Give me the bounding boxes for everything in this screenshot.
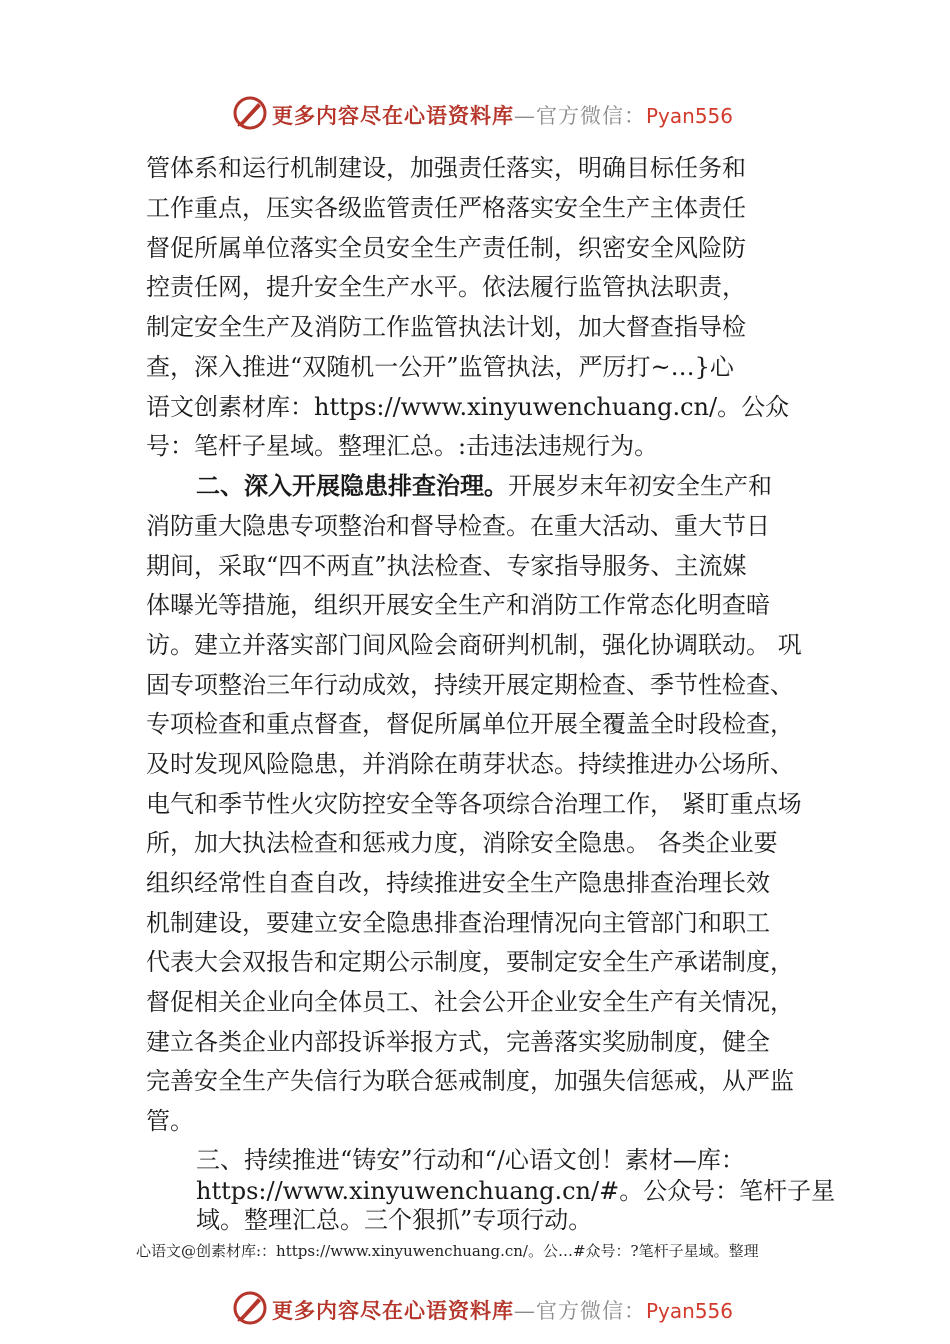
body-line: 建立各类企业内部投诉举报方式，完善落实奖励制度，健全 [146, 1028, 770, 1056]
footer-watermark-note: 心语文@创素材库:：https://www.xinyuwenchuang.cn/。公…#众号：?笔杆子星域。整理 [136, 1242, 759, 1260]
body-line: 所，加大执法检查和惩戒力度，消除安全隐患。 各类企业要 [146, 829, 778, 857]
body-line: 管体系和运行机制建设，加强责任落实，明确目标任务和 [146, 154, 746, 182]
banner-text [272, 100, 733, 130]
body-line: 控责任网，提升安全生产水平。依法履行监管执法职责， [146, 273, 746, 301]
section-3-line: 三、持续推进“铸安”行动和“/心语文创！素材—库： [196, 1146, 745, 1174]
body-line: 体曝光等措施，组织开展安全生产和消防工作常态化明查暗 [146, 591, 770, 619]
banner-wechat-id: Pyan556 [646, 104, 734, 128]
body-line: 号：笔杆子星域。整理汇总。:击违法违规行为。 [146, 432, 659, 460]
body-line: 访。建立并落实部门间风险会商研判机制，强化协调联动。 巩 [146, 631, 802, 659]
body-line: 电气和季节性火灾防控安全等各项综合治理工作， 紧盯重点场 [146, 790, 802, 818]
body-line: 代表大会双报告和定期公示制度，要制定安全生产承诺制度， [146, 948, 794, 976]
header-banner [0, 95, 950, 135]
body-line: 固专项整治三年行动成效，持续开展定期检查、季节性检查、 [146, 671, 794, 699]
banner-main: 更多内容尽在心语资料库 [272, 103, 514, 128]
section-3-line: https://www.xinyuwenchuang.cn/#。公众号：笔杆子星 [196, 1177, 836, 1205]
section-2-heading: 二、深入开展隐患排查治理。 [196, 471, 508, 500]
body-line: 完善安全生产失信行为联合惩戒制度，加强失信惩戒，从严监 [146, 1067, 794, 1095]
body-line: 组织经常性自查自改，持续推进安全生产隐患排查治理长效 [146, 869, 770, 897]
body-line: 督促相关企业向全体员工、社会公开企业安全生产有关情况， [146, 988, 794, 1016]
banner-official: 官方微信： [536, 1299, 646, 1323]
body-line: 语文创素材库：https://www.xinyuwenchuang.cn/。公众 [146, 393, 790, 421]
banner-dash: — [514, 1299, 536, 1323]
body-line: 专项检查和重点督查，督促所属单位开展全覆盖全时段检查， [146, 710, 794, 738]
body-line: 查，深入推进“双随机一公开”监管执法，严厉打~…}心 [146, 353, 734, 381]
section-3-line: 域。整理汇总。三个狠抓”专项行动。 [196, 1206, 593, 1234]
body-line: 制定安全生产及消防工作监管执法计划，加大督查指导检 [146, 313, 746, 341]
banner-official: 官方微信： [536, 104, 646, 128]
body-line: 期间，采取“四不两直”执法检查、专家指导服务、主流媒 [146, 552, 747, 580]
banner-text [272, 1295, 733, 1325]
banner-wechat-id: Pyan556 [646, 1299, 734, 1323]
footer-banner [0, 1290, 950, 1330]
quill-pen-logo-icon [232, 95, 268, 131]
body-line: 消防重大隐患专项整治和督导检查。在重大活动、重大节日 [146, 512, 770, 540]
banner-main: 更多内容尽在心语资料库 [272, 1298, 514, 1323]
body-line: 机制建设，要建立安全隐患排查治理情况向主管部门和职工 [146, 909, 770, 937]
banner-dash: — [514, 104, 536, 128]
section-2-first-line [196, 471, 772, 501]
body-line: 及时发现风险隐患，并消除在萌芽状态。持续推进办公场所、 [146, 750, 794, 778]
body-line: 工作重点，压实各级监管责任严格落实安全生产主体责任 [146, 194, 746, 222]
quill-pen-logo-icon [232, 1290, 268, 1326]
body-line: 开展岁末年初安全生产和 [508, 472, 772, 500]
body-line: 督促所属单位落实全员安全生产责任制，织密安全风险防 [146, 234, 746, 262]
body-line: 管。 [146, 1107, 194, 1135]
